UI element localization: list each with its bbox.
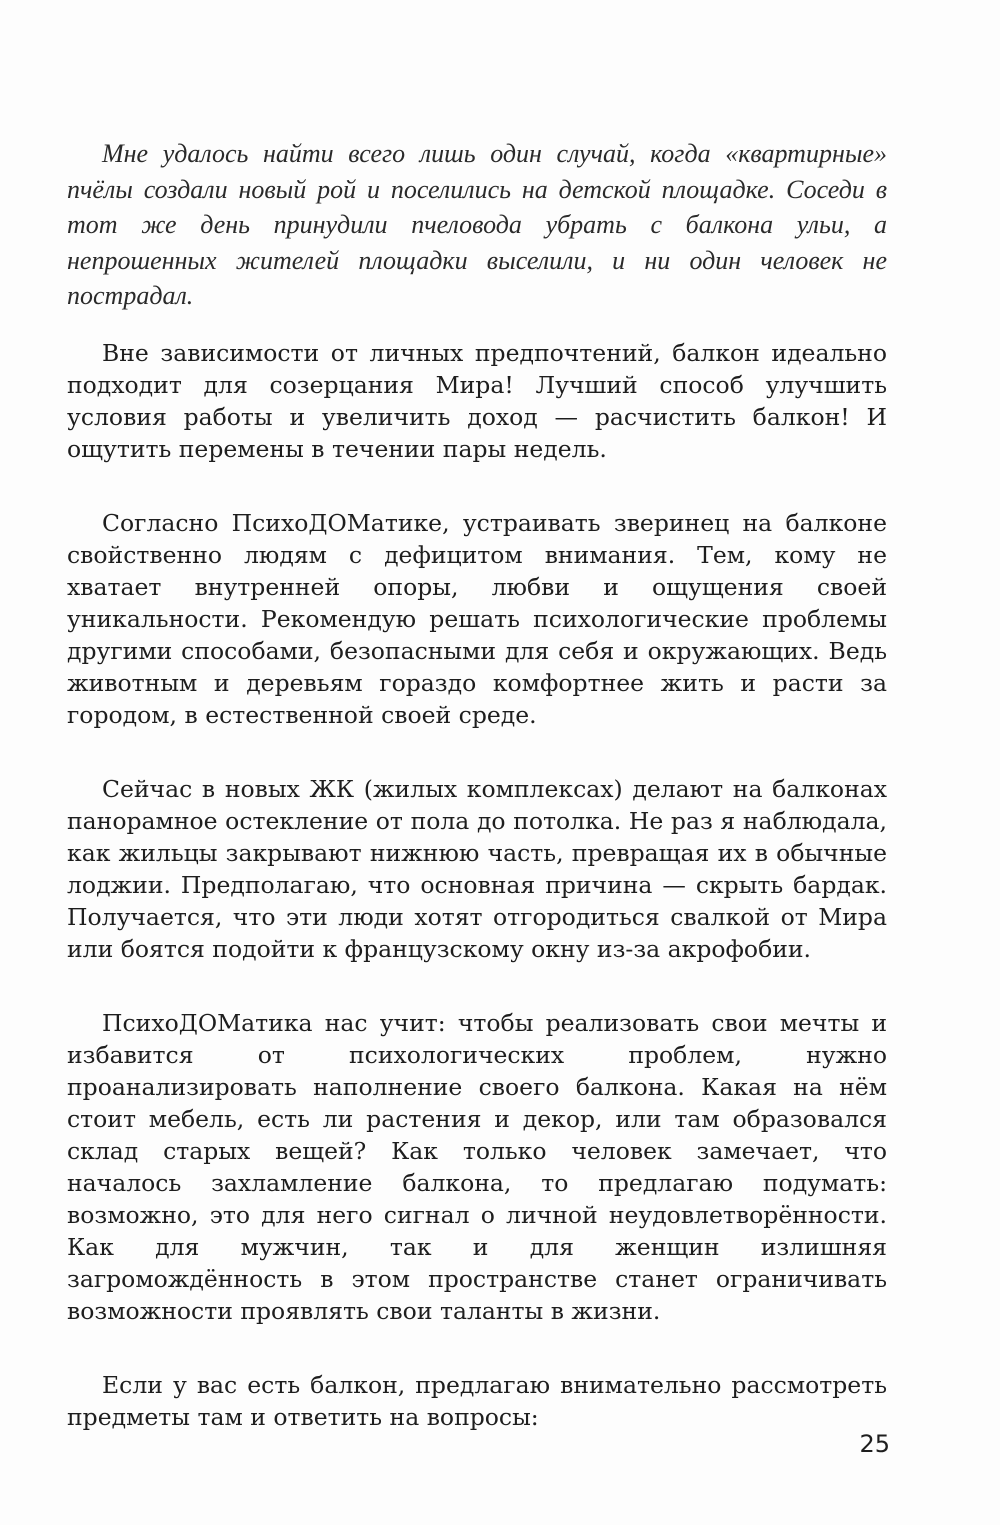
paragraph-balcony-analysis: ПсихоДОМатика нас учит: чтобы реализовать свои мечты и избавится от психологических проблем, нужно проанализировать наполнение своего балкона. Какая на нём стоит мебель, есть ли растения и декор, или там образовался склад старых вещей? Как только человек замечает, что началось захламление балкона, то предлагаю подумать: возможно, это для него сигнал о личной неудовлетворённости. Как для мужчин, так и для женщин излишняя загромождённость в этом пространстве станет ограничивать возможности проявлять свои таланты в жизни. bbox=[67, 1009, 887, 1325]
page-number: 25 bbox=[859, 1430, 890, 1458]
paragraph-panoramic-glazing: Сейчас в новых ЖК (жилых комплексах) делают на балконах панорамное остекление от пола до потолка. Не раз я наблюдала, как жильцы закрывают нижнюю часть, превращая их в обычные лоджии. Предполагаю, что основная причина — скрыть бардак. Получается, что эти люди хотят отгородиться свалкой от Мира или боятся подойти к французскому окну из-за акрофобии. bbox=[67, 775, 887, 963]
paragraph-psychodomatics-zoo: Согласно ПсихоДОМатике, устраивать зверинец на балконе свойственно людям с дефицитом внимания. Тем, кому не хватает внутренней опоры, любви и ощущения своей уникальности. Рекомендую решать психологические проблемы другими способами, безопасными для себя и окружающих. Ведь животным и деревьям гораздо комфортнее жить и расти за городом, в естественной своей среде. bbox=[67, 509, 887, 729]
paragraph-questions-intro: Если у вас есть балкон, предлагаю внимательно рассмотреть предметы там и ответить на вопросы: bbox=[67, 1371, 887, 1431]
paragraph-balcony-view: Вне зависимости от личных предпочтений, балкон идеально подходит для созерцания Мира! Лучший способ улучшить условия работы и увеличить доход — расчистить балкон! И ощутить перемены в течении пары недель. bbox=[67, 339, 887, 463]
paragraph-italic-bees: Мне удалось найти всего лишь один случай, когда «квартирные» пчёлы создали новый рой и поселились на детской площадке. Соседи в тот же день принудили пчеловода убрать с балкона ульи, а непрошенных жителей площадки выселили, и ни один человек не пострадал. bbox=[67, 139, 887, 310]
main-text-block bbox=[67, 337, 887, 1433]
italic-paragraph-block bbox=[67, 136, 887, 314]
